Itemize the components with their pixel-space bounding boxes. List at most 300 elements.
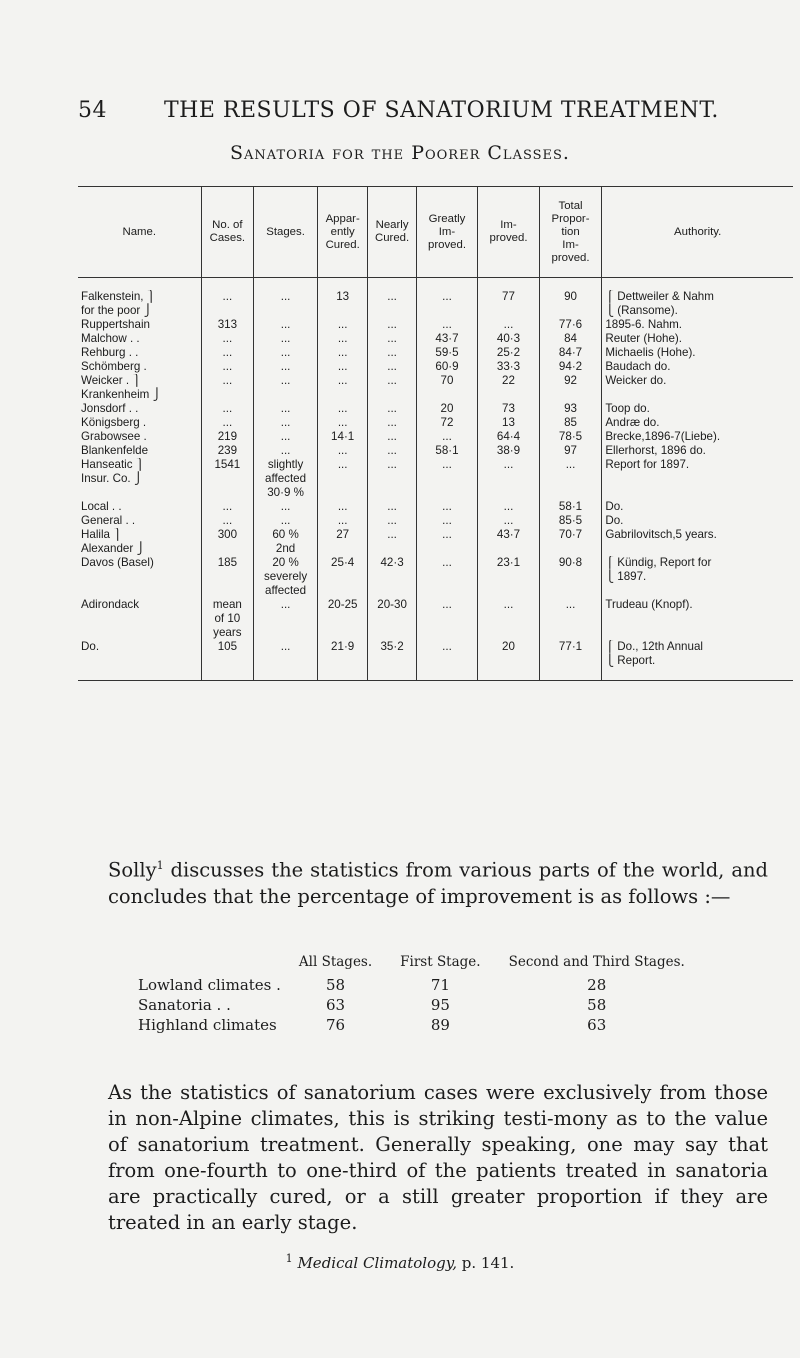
- table-cell: [254, 640, 318, 668]
- cell-text: ...: [442, 640, 452, 653]
- cell-text: ...: [280, 416, 291, 429]
- cell-text: ...: [337, 374, 348, 387]
- authority-cell: [602, 430, 793, 444]
- table-cell: [254, 444, 318, 458]
- table-cell: [478, 360, 540, 374]
- table-cell: [478, 332, 540, 346]
- cell-text: 21·9: [331, 640, 355, 653]
- cell-text: 20: [440, 402, 454, 415]
- table-cell: [539, 598, 602, 640]
- cell-text: ...: [280, 640, 291, 653]
- cell-text: Königsberg .: [81, 416, 147, 429]
- table-cell: [201, 430, 254, 444]
- table-cell: [416, 458, 478, 500]
- spacer-cell: [602, 668, 793, 681]
- table-cell: [539, 402, 602, 416]
- solly-row-label: Lowland climates .: [138, 976, 281, 994]
- spacer-cell: [254, 668, 318, 681]
- solly-improvement-table: [138, 952, 699, 1035]
- cell-text: 20-30: [377, 598, 407, 611]
- table-cell: [254, 346, 318, 360]
- column-header: [602, 187, 793, 278]
- table-row: [78, 416, 793, 430]
- cell-text: 85: [564, 416, 577, 429]
- sanatorium-name-cell: [78, 640, 201, 668]
- cell-text: ...: [280, 318, 291, 331]
- column-header: [78, 187, 201, 278]
- cell-text: Reuter (Hohe).: [605, 332, 683, 345]
- table-cell: [317, 500, 368, 514]
- table-cell: [368, 458, 416, 500]
- cell-text: ...: [387, 458, 397, 471]
- cell-text: 60 % 2nd: [272, 528, 299, 555]
- spacer-cell: [602, 278, 793, 291]
- sanatoria-statistics-table: [78, 186, 793, 681]
- cell-text: 1541: [214, 458, 241, 471]
- table-cell: [416, 640, 478, 668]
- cell-text: General . .: [81, 514, 136, 527]
- authority-cell: [602, 458, 793, 500]
- table-cell: [539, 416, 602, 430]
- cell-text: 185: [217, 556, 238, 569]
- solly-value: 95: [430, 996, 450, 1014]
- table-cell: [254, 318, 318, 332]
- solly-text: discusses the statistics from various parts of the world, and concludes that the percentage of improvement is as follows :—: [108, 858, 768, 908]
- table-cell: [317, 416, 368, 430]
- table-cell: [201, 640, 254, 668]
- table-cell: [368, 290, 416, 318]
- solly-row-label: Highland climates: [138, 1016, 277, 1034]
- table-cell: [201, 402, 254, 416]
- authority-cell: [602, 290, 793, 318]
- column-header-label: Greatly Im- proved.: [427, 212, 466, 251]
- table-cell: [539, 640, 602, 668]
- cell-text: ⎧ Dettweiler & Nahm ⎩ (Ransome).: [605, 290, 714, 317]
- cell-text: 93: [564, 402, 577, 415]
- cell-text: 59·5: [435, 346, 459, 359]
- table-cell: [478, 598, 540, 640]
- cell-text: mean of 10 years: [212, 598, 242, 639]
- table-cell: [539, 430, 602, 444]
- cell-text: ...: [442, 430, 452, 443]
- table-cell: [478, 374, 540, 402]
- authority-cell: [602, 374, 793, 402]
- cell-text: ...: [222, 332, 233, 345]
- solly-column-header: Second and Third Stages.: [508, 954, 685, 970]
- table-cell: [478, 640, 540, 668]
- table-cell: [254, 598, 318, 640]
- cell-text: 85·5: [558, 514, 583, 527]
- table-row: [78, 430, 793, 444]
- table-cell: [201, 416, 254, 430]
- table-cell: [254, 416, 318, 430]
- cell-text: Weicker do.: [605, 374, 667, 387]
- cell-text: 70·7: [558, 528, 583, 541]
- sanatorium-name-cell: [78, 458, 201, 500]
- cell-text: ...: [387, 318, 397, 331]
- solly-row: [138, 1015, 699, 1035]
- cell-text: Grabowsee .: [81, 430, 147, 443]
- cell-text: Ellerhorst, 1896 do.: [605, 444, 706, 457]
- cell-text: ...: [337, 514, 348, 527]
- cell-text: ⎧ Do., 12th Annual ⎩ Report.: [605, 640, 703, 667]
- table-cell: [478, 318, 540, 332]
- cell-text: 27: [336, 528, 350, 541]
- cell-text: 70: [440, 374, 454, 387]
- cell-text: ...: [442, 528, 452, 541]
- cell-text: 23·1: [496, 556, 521, 569]
- cell-text: Malchow . .: [81, 332, 140, 345]
- cell-text: 42·3: [380, 556, 404, 569]
- table-cell: [539, 374, 602, 402]
- table-cell: [368, 374, 416, 402]
- column-header: [368, 187, 416, 278]
- cell-text: Toop do.: [605, 402, 650, 415]
- table-cell: [478, 416, 540, 430]
- column-header: [539, 187, 602, 278]
- cell-text: 90·8: [558, 556, 583, 569]
- table-cell: [539, 290, 602, 318]
- cell-text: Do.: [605, 514, 624, 527]
- cell-text: 1895-6. Nahm.: [605, 318, 683, 331]
- cell-text: ...: [337, 346, 348, 359]
- cell-text: Falkenstein, ⎫ for the poor ⎭: [81, 290, 156, 317]
- table-cell: [539, 360, 602, 374]
- cell-text: ...: [442, 290, 452, 303]
- cell-text: 84·7: [558, 346, 583, 359]
- column-header: [317, 187, 368, 278]
- authority-cell: [602, 332, 793, 346]
- cell-text: ...: [387, 430, 397, 443]
- cell-text: ...: [442, 318, 452, 331]
- solly-value: 89: [430, 1016, 450, 1034]
- footnote-number: 1: [285, 1252, 293, 1265]
- cell-text: 20-25: [327, 598, 358, 611]
- cell-text: 25·4: [331, 556, 355, 569]
- table-cell: [317, 332, 368, 346]
- table-row: [78, 598, 793, 640]
- spacer-cell: [254, 278, 318, 291]
- table-cell: [478, 402, 540, 416]
- table-cell: [201, 374, 254, 402]
- table-cell: [201, 444, 254, 458]
- table-cell: [368, 598, 416, 640]
- cell-text: ...: [503, 500, 514, 513]
- table-cell: [416, 318, 478, 332]
- table-cell: [201, 360, 254, 374]
- column-header: [478, 187, 540, 278]
- table-cell: [368, 416, 416, 430]
- cell-text: ...: [280, 360, 291, 373]
- sanatorium-name-cell: [78, 444, 201, 458]
- cell-text: 13: [502, 416, 515, 429]
- table-cell: [368, 514, 416, 528]
- spacer-cell: [317, 278, 368, 291]
- table-cell: [416, 360, 478, 374]
- table-cell: [254, 500, 318, 514]
- cell-text: 219: [217, 430, 238, 443]
- solly-value: 63: [587, 1016, 607, 1034]
- cell-text: ...: [503, 514, 514, 527]
- table-cell: [368, 528, 416, 556]
- cell-text: 92: [564, 374, 577, 387]
- table-cell: [201, 556, 254, 598]
- cell-text: Ruppertshain: [81, 318, 150, 331]
- authority-cell: [602, 416, 793, 430]
- table-row: [78, 556, 793, 598]
- cell-text: ...: [337, 332, 348, 345]
- cell-text: 64·4: [496, 430, 521, 443]
- cell-text: ...: [442, 458, 452, 471]
- cell-text: ...: [442, 556, 452, 569]
- table-cell: [254, 402, 318, 416]
- cell-text: 300: [217, 528, 238, 541]
- cell-text: ...: [387, 360, 397, 373]
- solly-column-header: All Stages.: [298, 954, 373, 970]
- cell-text: ...: [337, 500, 348, 513]
- table-cell: [368, 556, 416, 598]
- cell-text: ...: [442, 514, 452, 527]
- sanatorium-name-cell: [78, 514, 201, 528]
- cell-text: ...: [503, 598, 514, 611]
- cell-text: Jonsdorf . .: [81, 402, 139, 415]
- cell-text: 33·3: [496, 360, 521, 373]
- cell-text: ...: [280, 402, 291, 415]
- table-cell: [416, 528, 478, 556]
- table-cell: [416, 374, 478, 402]
- table-row: [78, 402, 793, 416]
- table-cell: [201, 458, 254, 500]
- cell-text: 313: [217, 318, 238, 331]
- table-cell: [478, 346, 540, 360]
- column-header-label: Name.: [122, 225, 157, 238]
- cell-text: 58·1: [558, 500, 583, 513]
- solly-row-label: Sanatoria . .: [138, 996, 231, 1014]
- table-cell: [539, 332, 602, 346]
- cell-text: ...: [387, 346, 397, 359]
- cell-text: 25·2: [496, 346, 521, 359]
- authority-cell: [602, 360, 793, 374]
- solly-value: 71: [430, 976, 450, 994]
- cell-text: 78·5: [558, 430, 583, 443]
- table-cell: [317, 360, 368, 374]
- cell-text: ...: [337, 360, 348, 373]
- table-cell: [368, 402, 416, 416]
- solly-value: 58: [325, 976, 346, 994]
- column-header-label: Authority.: [674, 225, 722, 238]
- cell-text: ...: [387, 528, 397, 541]
- cell-text: ...: [337, 416, 348, 429]
- cell-text: 22: [502, 374, 515, 387]
- sanatorium-name-cell: [78, 528, 201, 556]
- solly-column-header: First Stage.: [400, 954, 481, 970]
- cell-text: ...: [387, 416, 397, 429]
- cell-text: ...: [280, 444, 291, 457]
- table-cell: [478, 430, 540, 444]
- table-cell: [368, 640, 416, 668]
- cell-text: ...: [280, 332, 291, 345]
- cell-text: ...: [503, 458, 514, 471]
- table-title: Sanatoria for the Poorer Classes.: [230, 142, 570, 164]
- table-cell: [539, 500, 602, 514]
- table-cell: [254, 374, 318, 402]
- sanatorium-name-cell: [78, 318, 201, 332]
- sanatorium-name-cell: [78, 374, 201, 402]
- table-cell: [478, 290, 540, 318]
- authority-cell: [602, 640, 793, 668]
- column-header-label: Nearly Cured.: [374, 219, 410, 244]
- cell-text: ...: [280, 290, 291, 303]
- solly-corner: [138, 952, 285, 975]
- cell-text: 94·2: [558, 360, 583, 373]
- cell-text: ...: [222, 346, 233, 359]
- table-cell: [368, 444, 416, 458]
- authority-cell: [602, 598, 793, 640]
- table-cell: [317, 374, 368, 402]
- page-number: 54: [78, 98, 107, 123]
- cell-text: ...: [387, 500, 397, 513]
- table-cell: [254, 290, 318, 318]
- table-cell: [254, 458, 318, 500]
- table-cell: [201, 318, 254, 332]
- cell-text: Do.: [605, 500, 624, 513]
- cell-text: 60·9: [435, 360, 459, 373]
- sanatorium-name-cell: [78, 360, 201, 374]
- table-cell: [254, 556, 318, 598]
- cell-text: Baudach do.: [605, 360, 671, 373]
- table-row: [78, 346, 793, 360]
- table-row: [78, 290, 793, 318]
- cell-text: 77·1: [558, 640, 583, 653]
- cell-text: 90: [564, 290, 577, 303]
- cell-text: Andræ do.: [605, 416, 660, 429]
- table-cell: [317, 556, 368, 598]
- authority-cell: [602, 556, 793, 598]
- cell-text: ...: [565, 598, 576, 611]
- spacer-cell: [368, 278, 416, 291]
- table-cell: [317, 290, 368, 318]
- column-header: [254, 187, 318, 278]
- column-header: [201, 187, 254, 278]
- authority-cell: [602, 528, 793, 556]
- spacer-cell: [78, 278, 201, 291]
- cell-text: ...: [387, 514, 397, 527]
- table-cell: [478, 514, 540, 528]
- cell-text: 43·7: [435, 332, 459, 345]
- solly-header-row: [138, 952, 699, 975]
- table-cell: [416, 500, 478, 514]
- cell-text: 73: [502, 402, 515, 415]
- column-header-label: Appar- ently Cured.: [325, 212, 360, 251]
- cell-text: 239: [217, 444, 238, 457]
- column-header-label: Im- proved.: [489, 219, 528, 244]
- cell-text: Weicker . ⎫ Krankenheim ⎭: [81, 374, 162, 401]
- table-cell: [254, 430, 318, 444]
- cell-text: Michaelis (Hohe).: [605, 346, 696, 359]
- table-row: [78, 374, 793, 402]
- solly-body: [138, 975, 699, 1035]
- cell-text: ...: [222, 416, 233, 429]
- table-cell: [368, 346, 416, 360]
- cell-text: 77·6: [558, 318, 583, 331]
- cell-text: 72: [440, 416, 454, 429]
- cell-text: ...: [222, 500, 233, 513]
- table-row: [78, 640, 793, 668]
- cell-text: ...: [337, 458, 348, 471]
- cell-text: ...: [387, 402, 397, 415]
- sanatorium-name-cell: [78, 598, 201, 640]
- table-cell: [254, 360, 318, 374]
- authority-cell: [602, 500, 793, 514]
- footnote-marker: 1: [156, 859, 164, 872]
- table-cell: [317, 528, 368, 556]
- spacer-cell: [416, 278, 478, 291]
- table-header-row: [78, 187, 793, 278]
- table-cell: [254, 514, 318, 528]
- cell-text: Gabrilovitsch,5 years.: [605, 528, 717, 541]
- table-cell: [416, 402, 478, 416]
- cell-text: 38·9: [496, 444, 521, 457]
- table-row: [78, 458, 793, 500]
- cell-text: ...: [337, 444, 348, 457]
- column-header: [416, 187, 478, 278]
- authority-cell: [602, 346, 793, 360]
- table-row: [78, 514, 793, 528]
- authority-cell: [602, 402, 793, 416]
- table-cell: [201, 290, 254, 318]
- cell-text: ...: [280, 514, 291, 527]
- table-cell: [539, 346, 602, 360]
- table-cell: [416, 514, 478, 528]
- cell-text: ...: [387, 290, 397, 303]
- authority-cell: [602, 444, 793, 458]
- cell-text: ...: [280, 500, 291, 513]
- cell-text: 97: [564, 444, 577, 457]
- solly-author: Solly: [108, 858, 157, 882]
- spacer-cell: [317, 668, 368, 681]
- table-cell: [317, 640, 368, 668]
- sanatorium-name-cell: [78, 416, 201, 430]
- table-cell: [416, 346, 478, 360]
- table-row: [78, 444, 793, 458]
- cell-text: Report for 1897.: [605, 458, 690, 471]
- sanatorium-name-cell: [78, 556, 201, 598]
- table-body: [78, 278, 793, 681]
- table-cell: [368, 360, 416, 374]
- cell-text: 58·1: [435, 444, 459, 457]
- cell-text: ...: [337, 402, 348, 415]
- cell-text: Brecke,1896-7(Liebe).: [605, 430, 721, 443]
- table-spacer-row: [78, 668, 793, 681]
- table-cell: [478, 556, 540, 598]
- cell-text: ...: [442, 500, 452, 513]
- cell-text: ...: [387, 444, 397, 457]
- table-cell: [201, 332, 254, 346]
- column-header-label: Total Propor- tion Im- proved.: [551, 199, 590, 264]
- table-cell: [368, 500, 416, 514]
- cell-text: Local . .: [81, 500, 122, 513]
- footnote-page: p. 141.: [461, 1254, 515, 1272]
- table-cell: [317, 598, 368, 640]
- spacer-cell: [539, 278, 602, 291]
- table-cell: [416, 598, 478, 640]
- table-cell: [201, 528, 254, 556]
- table-cell: [539, 514, 602, 528]
- solly-row: [138, 975, 699, 995]
- spacer-cell: [368, 668, 416, 681]
- cell-text: Blankenfelde: [81, 444, 149, 457]
- spacer-cell: [539, 668, 602, 681]
